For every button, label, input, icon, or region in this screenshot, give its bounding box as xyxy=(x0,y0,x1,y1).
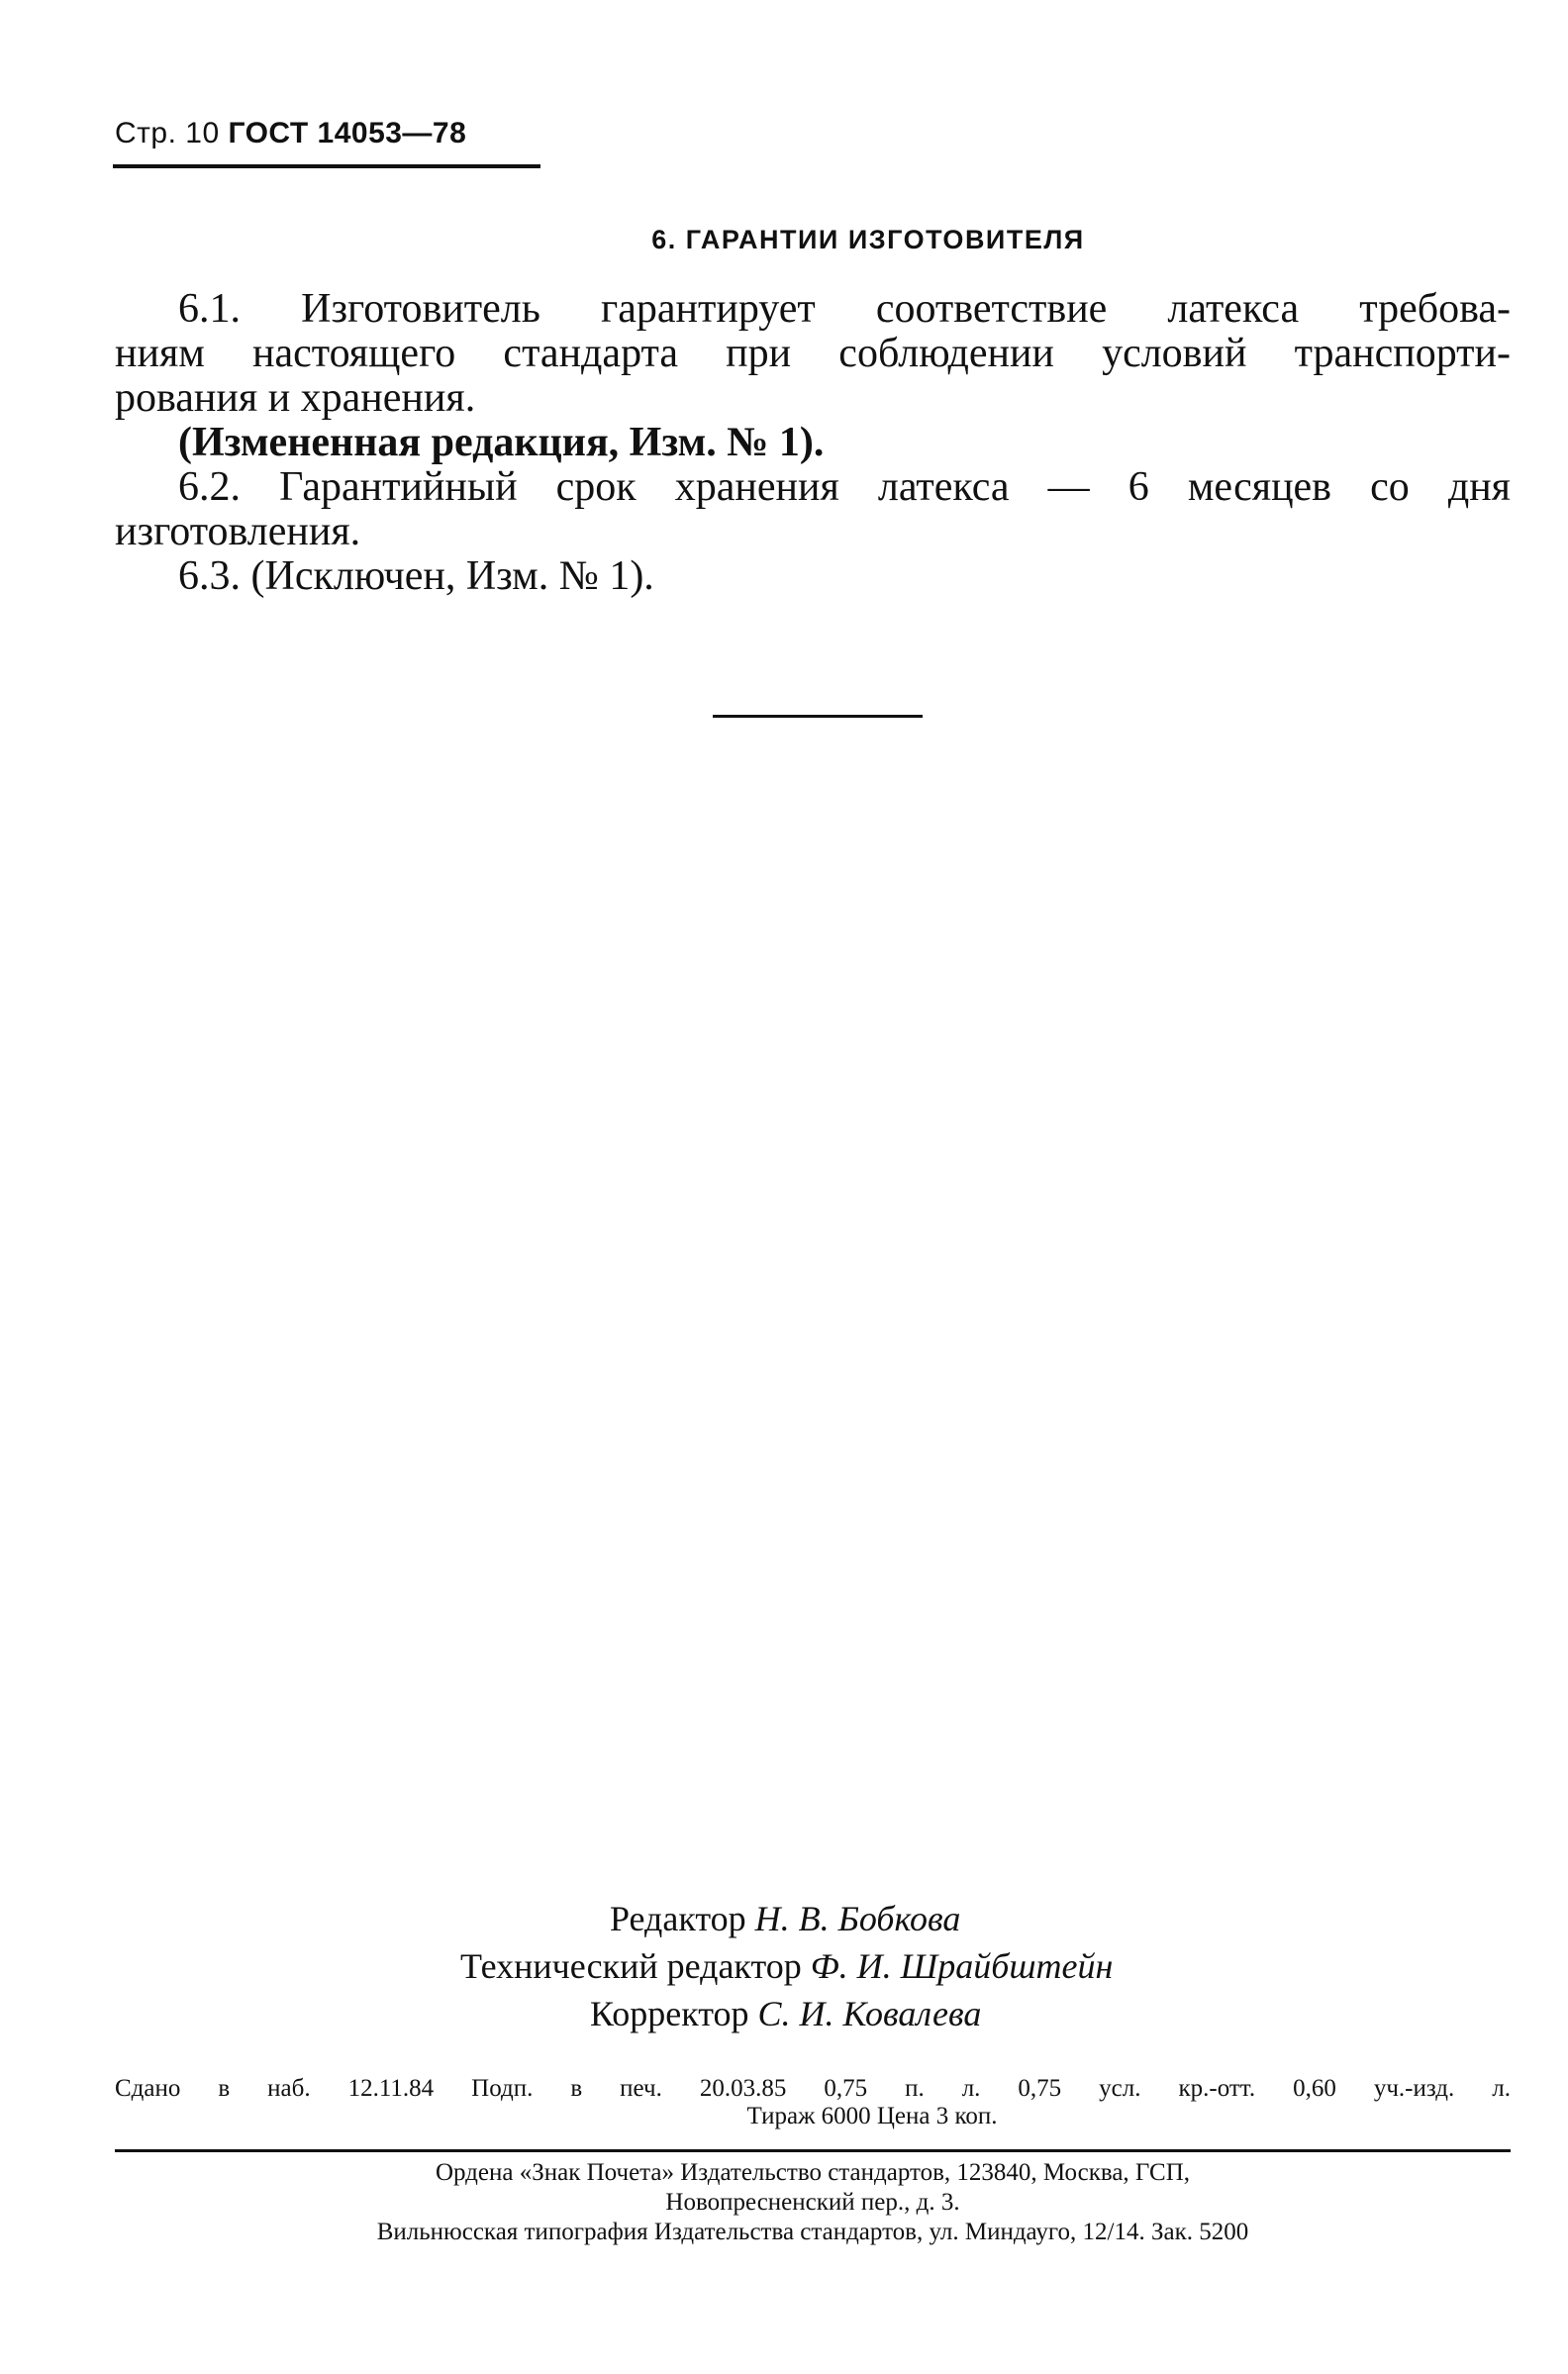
running-header xyxy=(115,117,466,150)
tech-editor-credit xyxy=(460,1942,1113,1990)
print-imprint xyxy=(115,2075,1511,2130)
paragraph-line: 6.3. (Исключен, Изм. № 1). xyxy=(178,553,654,599)
proofreader-name: С. И. Ковалева xyxy=(757,1994,982,2033)
publisher-line: Новопресненский пер., д. 3. xyxy=(665,2189,960,2216)
paragraph-line: изготовления. xyxy=(115,509,361,554)
editor-credit xyxy=(610,1895,960,1942)
proofreader-credit xyxy=(590,1990,981,2037)
header-rule xyxy=(113,164,540,168)
paragraph-line: рования и хранения. xyxy=(115,375,476,421)
paragraph-6-1 xyxy=(115,287,1511,421)
section-body xyxy=(115,287,1511,599)
publisher-line: Вильнюсская типография Издательства стандартов, ул. Миндауго, 12/14. Зак. 5200 xyxy=(376,2219,1249,2245)
imprint-line: Тираж 6000 Цена 3 коп. xyxy=(746,2103,998,2129)
paragraph-6-2 xyxy=(115,465,1511,554)
amendment-note xyxy=(115,421,1511,465)
tech-editor-name: Ф. И. Шрайбштейн xyxy=(810,1946,1114,1986)
imprint-line: Сдано в наб. 12.11.84 Подп. в печ. 20.03.85 0,75 п. л. 0,75 усл. кр.-отт. 0,60 уч.-изд. л. xyxy=(115,2075,1511,2102)
paragraph-line: 6.2. Гарантийный срок хранения латекса — 6 месяцев со дня xyxy=(178,464,1511,510)
paragraph-line: ниям настоящего стандарта при соблюдении условий транспорти- xyxy=(115,331,1511,376)
section-title: 6. ГАРАНТИИ ИЗГОТОВИТЕЛЯ xyxy=(651,225,1085,254)
publisher-line: Ордена «Знак Почета» Издательство стандартов, 123840, Москва, ГСП, xyxy=(435,2159,1191,2186)
tech-editor-label: Технический редактор xyxy=(460,1946,802,1986)
paragraph-6-3 xyxy=(115,554,1511,599)
standard-number: ГОСТ 14053—78 xyxy=(228,117,467,149)
editor-name: Н. В. Бобкова xyxy=(754,1899,961,1938)
proofreader-label: Корректор xyxy=(590,1994,749,2033)
section-end-rule xyxy=(713,715,923,718)
paragraph-line: 6.1. Изготовитель гарантирует соответствие латекса требова- xyxy=(178,286,1511,332)
amendment-note-text: (Измененная редакция, Изм. № 1). xyxy=(178,420,825,465)
page-label: Стр. 10 xyxy=(115,117,220,149)
editor-label: Редактор xyxy=(610,1899,746,1938)
footer-rule xyxy=(115,2149,1511,2152)
publisher-info xyxy=(115,2158,1511,2247)
